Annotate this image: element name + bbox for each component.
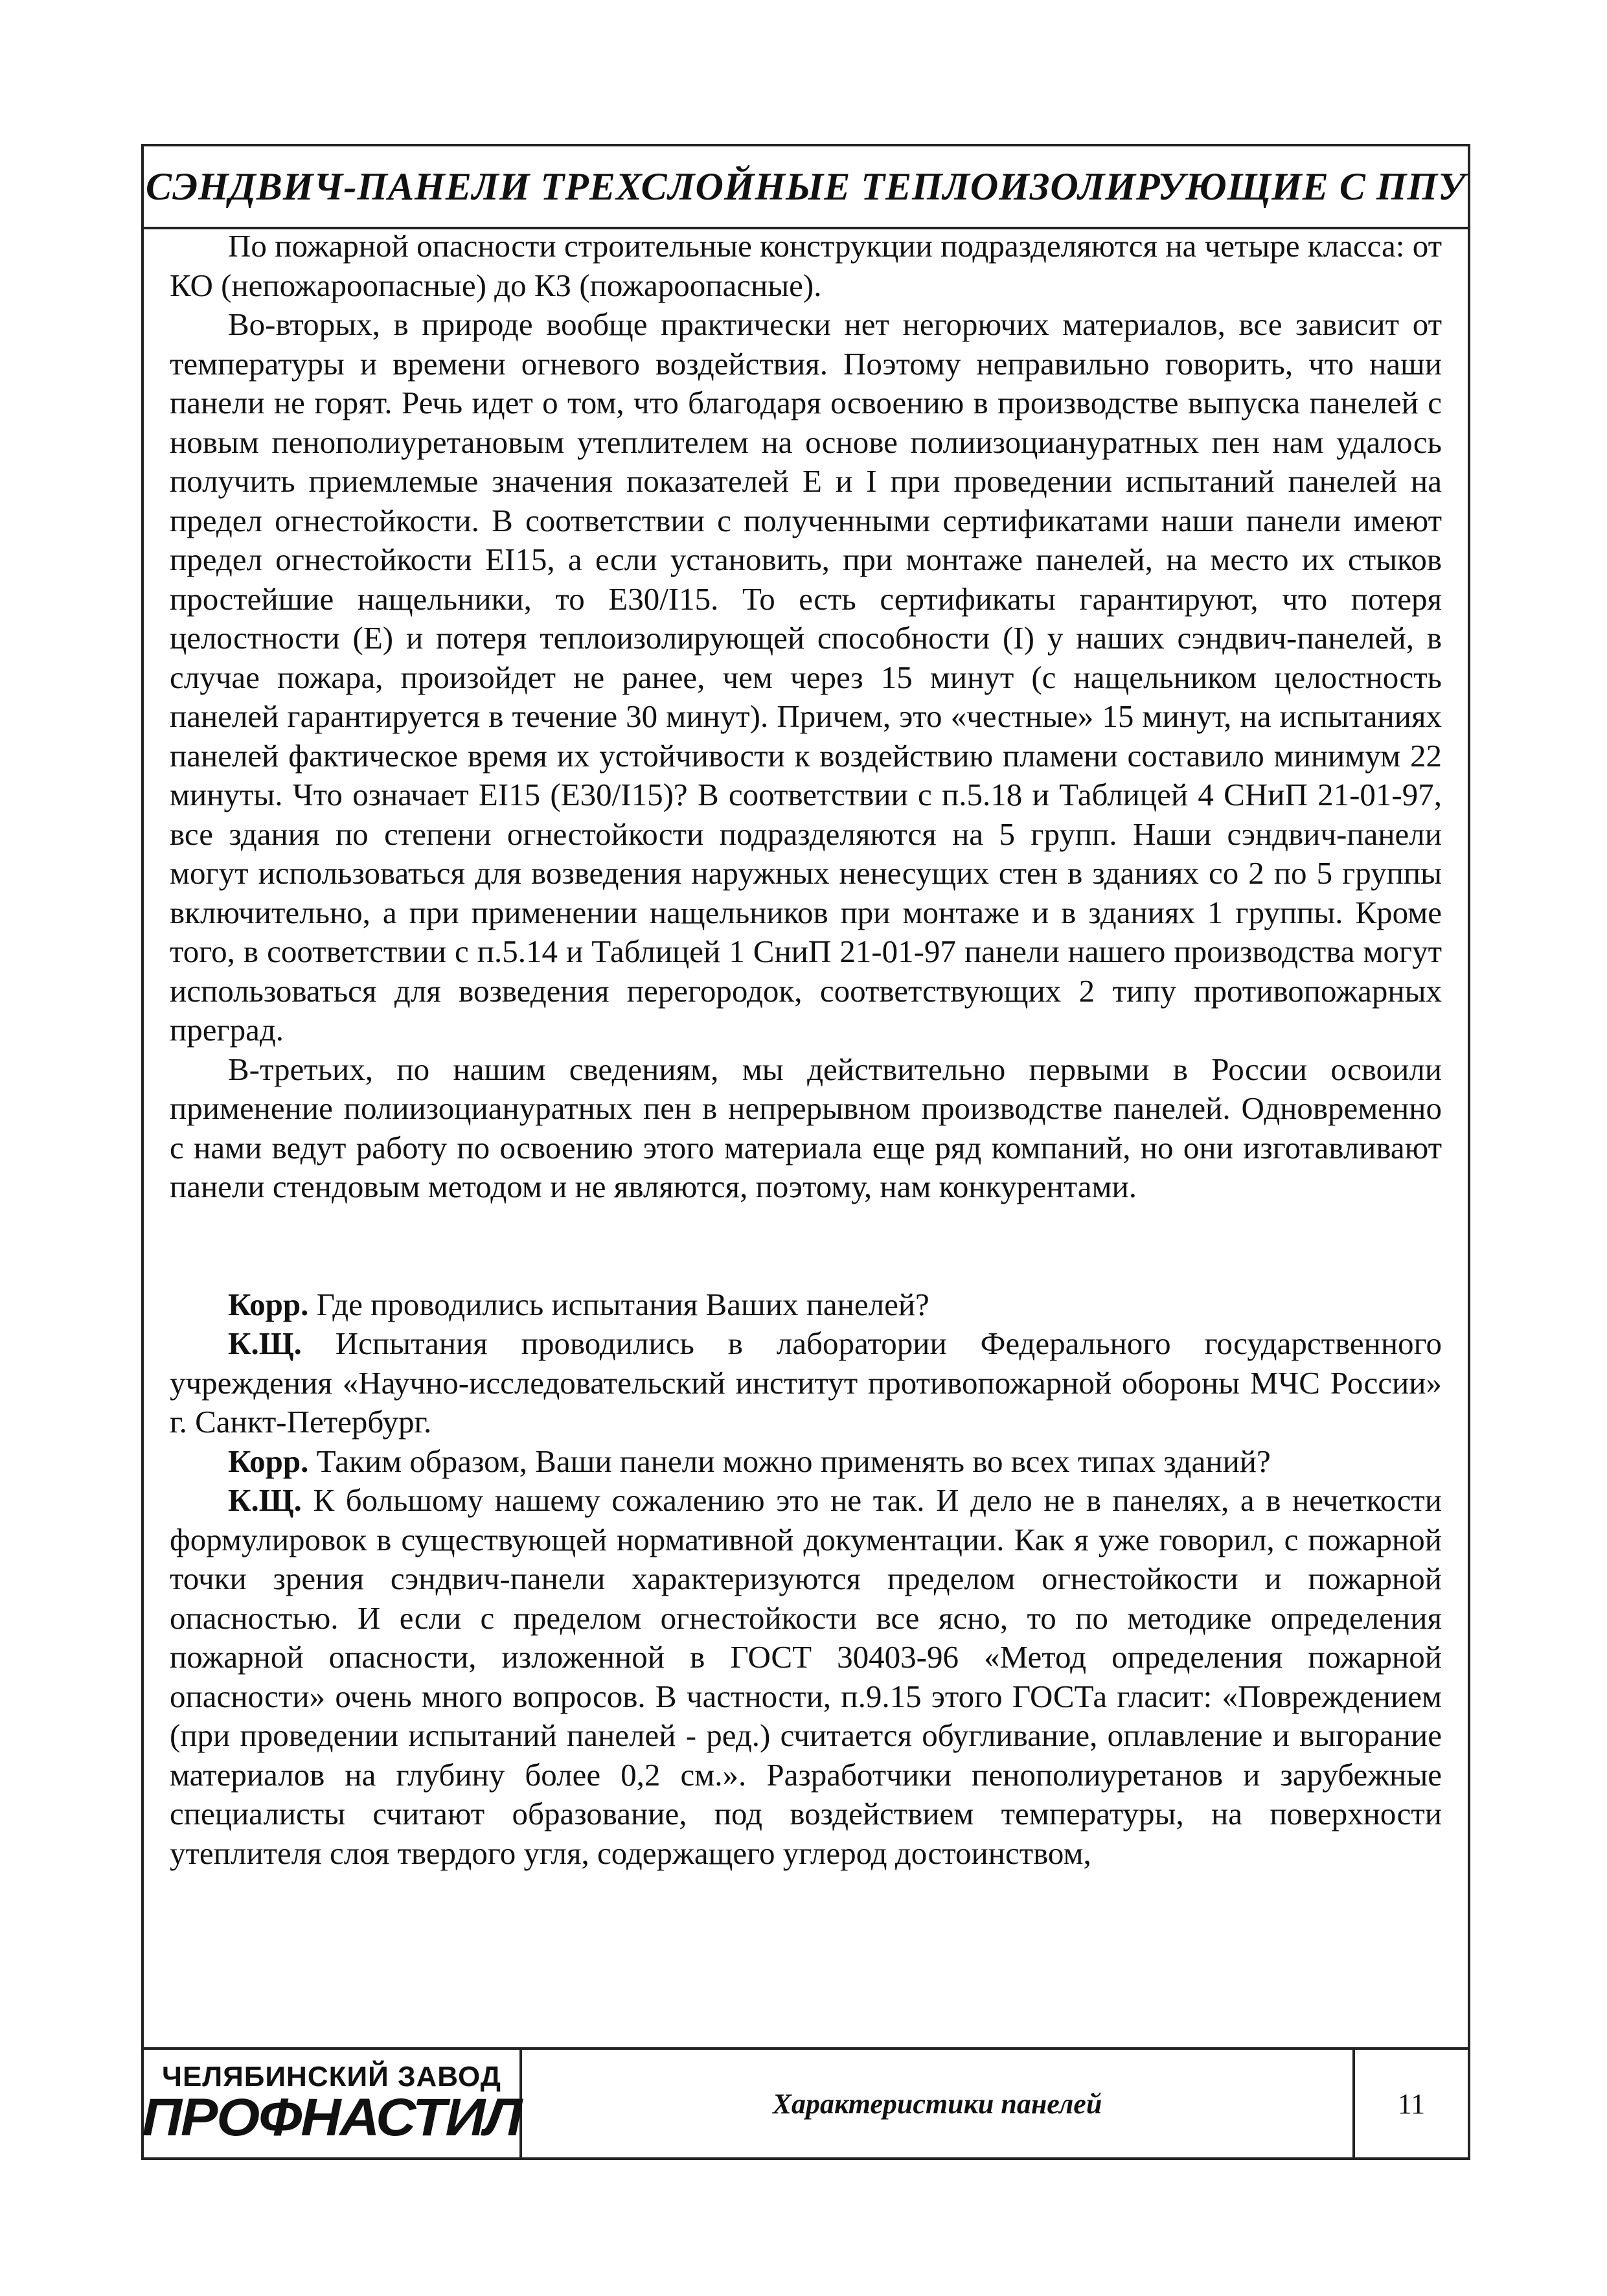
page-number: 11 <box>1397 2087 1426 2120</box>
page-title: СЭНДВИЧ-ПАНЕЛИ ТРЕХСЛОЙНЫЕ ТЕПЛОИЗОЛИРУЮЩИЕ С ППУ <box>146 165 1466 208</box>
spacer <box>170 1207 1442 1285</box>
dialogue-line <box>170 1481 1442 1873</box>
dialogue-text: К большому нашему сожалению это не так. И дело не в панелях, а в нечеткости формулировок в существующей нормативной документации. Как я уже говорил, с пожарной точки зрения сэндвич-панели характеризуются пределом огнестойкости и пожарной опасностью. И если с пределом огнестойкости все ясно, то по методике определения пожарной опасности, изложенной в ГОСТ 30403-96 «Метод определения пожарной опасности» очень много вопросов. В частности, п.9.15 этого ГОСТа гласит: «Повреждением (при проведении испытаний панелей - ред.) считается обугливание, оплавление и выгорание материалов на глубину более 0,2 см.». Разработчики пенополиуретанов и зарубежные специалисты считают образование, под воздействием температуры, на поверхности утеплителя слоя твердого угля, содержащего углерод достоинством, <box>170 1482 1442 1871</box>
dialogue-text: Таким образом, Ваши панели можно применять во всех типах зданий? <box>316 1443 1271 1479</box>
company-logo <box>144 2050 522 2157</box>
logo-line1: ЧЕЛЯБИНСКИЙ ЗАВОД <box>162 2061 501 2093</box>
page-frame <box>141 144 1470 2160</box>
dialogue-text: Где проводились испытания Ваших панелей? <box>316 1286 929 1322</box>
speaker: К.Щ. <box>228 1326 302 1361</box>
page-footer <box>144 2047 1468 2157</box>
dialogue-text: Испытания проводились в лаборатории Федерального государственного учреждения «Научно-исследовательский институт противопожарной обороны МЧС России» г. Санкт-Петербург. <box>170 1326 1442 1440</box>
section-title: Характеристики панелей <box>522 2050 1355 2157</box>
speaker: К.Щ. <box>228 1482 302 1518</box>
dialogue-line <box>170 1324 1442 1442</box>
logo-line2: ПРОФНАСТИЛ <box>142 2088 521 2147</box>
page-header <box>144 146 1468 229</box>
speaker: Корр. <box>228 1443 309 1479</box>
speaker: Корр. <box>228 1286 309 1322</box>
dialogue-line <box>170 1442 1442 1482</box>
paragraph: Во-вторых, в природе вообще практически нет негорючих материалов, все зависит от температуры и времени огневого воздействия. Поэтому неправильно говорить, что наши панели не горят. Речь идет о том, что благодаря освоению в производстве выпуска панелей с новым пенополиуретановым утеплителем на основе полиизоциануратных пен нам удалось получить приемлемые значения показателей Е и I при проведении испытаний панелей на предел огнестойкости. В соответствии с полученными сертификатами наши панели имеют предел огнестойкости EI15, а если установить, при монтаже панелей, на место их стыков простейшие нащельники, то Е30/I15. То есть сертификаты гарантируют, что потеря целостности (Е) и потеря теплоизолирующей способности (I) у наших сэндвич-панелей, в случае пожара, произойдет не ранее, чем через 15 минут (с нащельником целостность панелей гарантируется в течение 30 минут). Причем, это «честные» 15 минут, на испытаниях панелей фактическое время их устойчивости к воздействию пламени составило минимум 22 минуты. Что означает EI15 (Е30/I15)? В соответствии с п.5.18 и Таблицей 4 СНиП 21-01-97, все здания по степени огнестойкости подразделяются на 5 групп. Наши сэндвич-панели могут использоваться для возведения наружных ненесущих стен в зданиях со 2 по 5 группы включительно, а при применении нащельников при монтаже и в зданиях 1 группы. Кроме того, в соответствии с п.5.14 и Таблицей 1 СниП 21-01-97 панели нашего производства могут использоваться для возведения перегородок, соответствующих 2 типу противопожарных преград. <box>170 306 1442 1048</box>
dialogue-line <box>170 1285 1442 1325</box>
body-text <box>170 227 1442 2028</box>
paragraph: По пожарной опасности строительные конструкции подразделяются на четыре класса: от КО (непожароопасные) до КЗ (пожароопасные). <box>170 228 1442 303</box>
paragraph: В-третьих, по нашим сведениям, мы действительно первыми в России освоили применение полиизоциануратных пен в непрерывном производстве панелей. Одновременно с нами ведут работу по освоению этого материала еще ряд компаний, но они изготавливают панели стендовым методом и не являются, поэтому, нам конкурентами. <box>170 1051 1442 1204</box>
